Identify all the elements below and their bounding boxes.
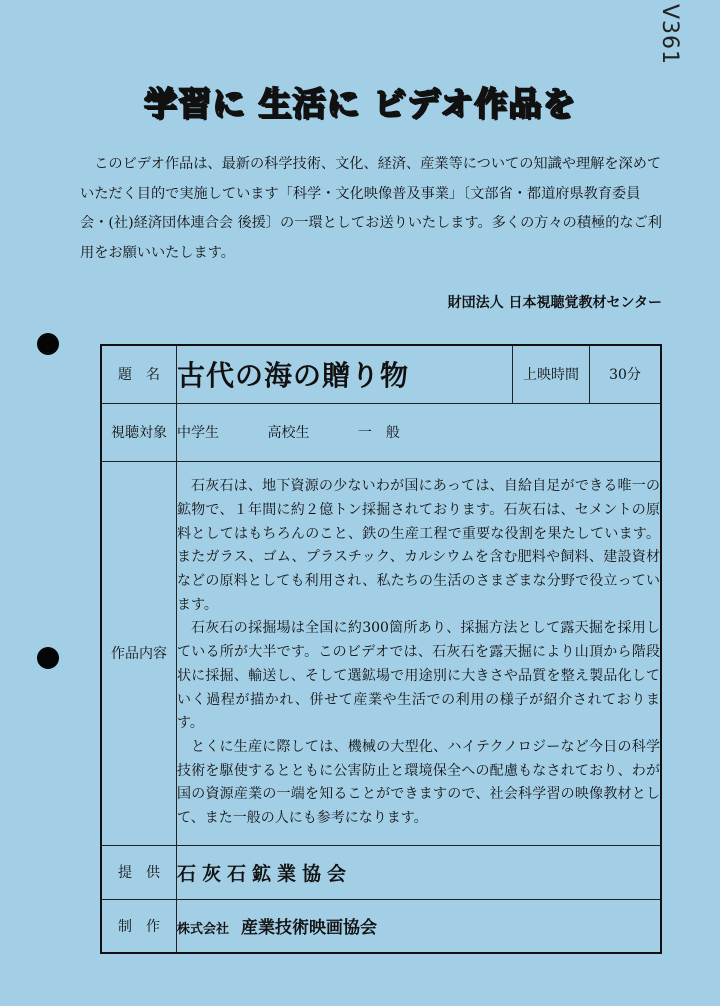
punch-hole-top	[37, 333, 59, 355]
title-label: 題 名	[101, 345, 177, 403]
content-paragraph-2: 石灰石の採掘場は全国に約300箇所あり、採掘方法として露天掘を採用している所が大半です。このビデオでは、石灰石を露天掘により山頂から階段状に採掘、輸送し、そして選鉱場で用途別に大きさや品質を整え製品化していく過程が描かれ、併せて産業や生活での利用の様子が紹介されております。	[177, 620, 660, 732]
audience-junior-high: 中学生	[177, 425, 219, 441]
video-title: 古代の海の贈り物	[177, 345, 513, 403]
provider-label: 提 供	[101, 845, 177, 899]
content-paragraph-3: とくに生産に際しては、機械の大型化、ハイテクノロジーなど今日の科学技術を駆使するとともに公害防止と環境保全への配慮もなされており、わが国の資源産業の一端を知ることができますので、社会科学習の映像教材として、また一般の人にも参考になります。	[177, 738, 660, 827]
content-paragraph-1: 石灰石は、地下資源の少ないわが国にあっては、自給自足ができる唯一の鉱物で、１年間に約２億トン採掘されております。石灰石は、セメントの原料としてはもちろんのこと、鉄の生産工程で重要な役割を果たしています。またガラス、ゴム、プラスチック、カルシウムを含む肥料や飼料、建設資材などの原料としても利用され、私たちの生活のさまざまな分野で役立っています。	[177, 478, 660, 613]
provider-name: 石灰石鉱業協会	[177, 845, 662, 899]
producer-value	[177, 899, 662, 953]
punch-hole-bottom	[37, 647, 59, 669]
producer-name: 産業技術映画協会	[241, 918, 378, 939]
organization-name: 財団法人 日本視聴覚教材センター	[447, 295, 662, 311]
runtime-label: 上映時間	[513, 345, 590, 403]
audience-values	[177, 403, 662, 461]
provider-row	[101, 845, 661, 899]
runtime-value: 30分	[590, 345, 662, 403]
producer-row	[101, 899, 661, 953]
audience-label: 視聴対象	[101, 403, 177, 461]
audience-row	[101, 403, 661, 461]
producer-prefix: 株式会社	[177, 922, 230, 938]
intro-paragraph: このビデオ作品は、最新の科学技術、文化、経済、産業等についての知識や理解を深めていただく目的で実施しています「科学・文化映像普及事業」〔文部省・都道府県教育委員会・(社)経済団体連合会 後援〕の一環としてお送りいたします。多くの方々の積極的なご利用をお願いいたします。	[80, 156, 662, 261]
headline: 学習に 生活に ビデオ作品を	[143, 84, 577, 123]
handwritten-code: V361	[656, 3, 682, 66]
title-row	[101, 345, 661, 403]
audience-general: 一 般	[357, 425, 400, 441]
info-table	[100, 344, 662, 954]
audience-high-school: 高校生	[267, 425, 310, 441]
content-row	[101, 461, 661, 845]
content-label: 作品内容	[101, 461, 177, 845]
producer-label: 制 作	[101, 899, 177, 953]
content-text	[177, 461, 662, 845]
